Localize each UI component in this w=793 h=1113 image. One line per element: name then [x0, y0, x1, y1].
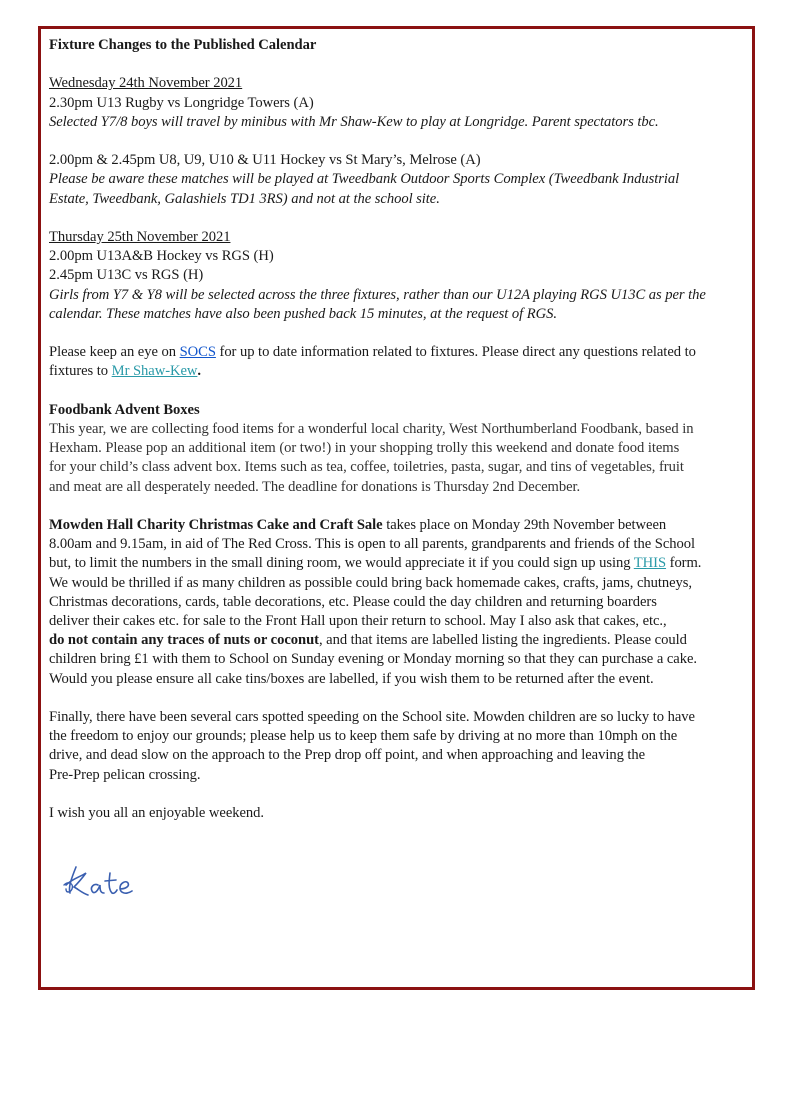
foodbank-line: for your child’s class advent box. Items such as tea, coffee, toiletries, pasta, sugar, and tins of vegetables, fruit — [49, 459, 684, 476]
cake-sale-line: Christmas decorations, cards, table decorations, etc. Please could the day children and returning boarders — [49, 593, 657, 610]
fixture-note-hockey-line2: Estate, Tweedbank, Galashiels TD1 3RS) and not at the school site. — [49, 190, 440, 207]
cake-sale-line3-post: form. — [666, 555, 702, 572]
socs-text-line2: fixtures to — [49, 363, 112, 380]
fixture-note-rgs-line1: Girls from Y7 & Y8 will be selected across the three fixtures, rather than our U12A playing RGS U13C as per the — [49, 286, 706, 303]
speeding-line: Finally, there have been several cars spotted speeding on the School site. Mowden children are so lucky to have — [49, 709, 695, 725]
signature-image — [62, 855, 152, 905]
fixture-u13c-rgs: 2.45pm U13C vs RGS (H) — [49, 267, 204, 284]
cake-sale-line3-pre: but, to limit the numbers in the small dining room, we would appreciate it if you could sign up using — [49, 555, 634, 572]
cake-sale-line: Would you please ensure all cake tins/boxes are labelled, if you wish them to be returned after the event. — [49, 670, 654, 687]
fixture-note-rugby: Selected Y7/8 boys will travel by minibus with Mr Shaw-Kew to play at Longridge. Parent spectators tbc. — [49, 113, 659, 130]
foodbank-line: Hexham. Please pop an additional item (or two!) in your shopping trolly this weekend and donate food items — [49, 440, 680, 457]
socs-text-end: . — [197, 363, 202, 380]
cake-sale-line7 — [49, 631, 744, 650]
handwritten-signature-icon — [62, 855, 152, 905]
foodbank-line: This year, we are collecting food items for a wonderful local charity, West Northumberland Foodbank, based in — [49, 420, 694, 437]
cake-sale-line1 — [49, 516, 744, 535]
cake-sale-line: 8.00am and 9.15am, in aid of The Red Cross. This is open to all parents, grandparents and friends of the School — [49, 536, 696, 553]
closing-line: I wish you all an enjoyable weekend. — [49, 805, 265, 821]
foodbank-heading: Foodbank Advent Boxes — [49, 401, 200, 418]
fixture-note-rgs-line2: calendar. These matches have also been pushed back 15 minutes, at the request of RGS. — [49, 305, 557, 322]
cake-sale-line7-rest: , and that items are labelled listing the ingredients. Please could — [318, 632, 687, 649]
speeding-line: the freedom to enjoy our grounds; please help us to keep them safe by driving at no more than 10mph on the — [49, 728, 678, 745]
socs-paragraph-line1 — [49, 343, 744, 362]
cake-sale-line: deliver their cakes etc. for sale to the Front Hall upon their return to school. May I also ask that cakes, etc., — [49, 613, 667, 629]
fixture-hockey-stmarys: 2.00pm & 2.45pm U8, U9, U10 & U11 Hockey vs St Mary’s, Melrose (A) — [49, 152, 481, 169]
speeding-line: drive, and dead slow on the approach to the Prep drop off point, and when approaching and leaving the — [49, 747, 646, 764]
cake-sale-title: Mowden Hall Charity Christmas Cake and Craft Sale — [49, 516, 383, 533]
fixture-rugby-longridge: 2.30pm U13 Rugby vs Longridge Towers (A) — [49, 94, 314, 111]
socs-link[interactable]: SOCS — [179, 344, 216, 361]
speeding-line: Pre-Prep pelican crossing. — [49, 766, 201, 783]
socs-text-mid: for up to date information related to fixtures. Please direct any questions related to — [215, 344, 696, 361]
mr-shaw-kew-link[interactable]: Mr Shaw-Kew — [111, 363, 198, 380]
cake-sale-line: children bring £1 with them to School on Sunday evening or Monday morning so that they can purchase a cake. — [49, 651, 697, 668]
socs-paragraph-line2 — [49, 362, 744, 381]
fixture-date-wednesday: Wednesday 24th November 2021 — [49, 75, 243, 92]
fixture-date-thursday: Thursday 25th November 2021 — [49, 228, 231, 245]
cake-sale-line: We would be thrilled if as many children as possible could bring back homemade cakes, crafts, jams, chutneys, — [49, 574, 693, 591]
fixture-u13ab-hockey-rgs: 2.00pm U13A&B Hockey vs RGS (H) — [49, 248, 274, 265]
fixtures-heading: Fixture Changes to the Published Calendar — [49, 37, 317, 53]
cake-sale-line3 — [49, 554, 744, 573]
newsletter-content — [49, 36, 744, 823]
signup-form-link[interactable]: THIS — [633, 555, 667, 572]
fixture-note-hockey-line1: Please be aware these matches will be played at Tweedbank Outdoor Sports Complex (Tweedbank Industrial — [49, 171, 680, 188]
foodbank-line: and meat are all desperately needed. The deadline for donations is Thursday 2nd December. — [49, 478, 581, 495]
allergy-warning: do not contain any traces of nuts or coconut — [49, 632, 319, 649]
socs-text-pre: Please keep an eye on — [49, 344, 180, 361]
cake-sale-line1-rest: takes place on Monday 29th November between — [382, 516, 667, 533]
